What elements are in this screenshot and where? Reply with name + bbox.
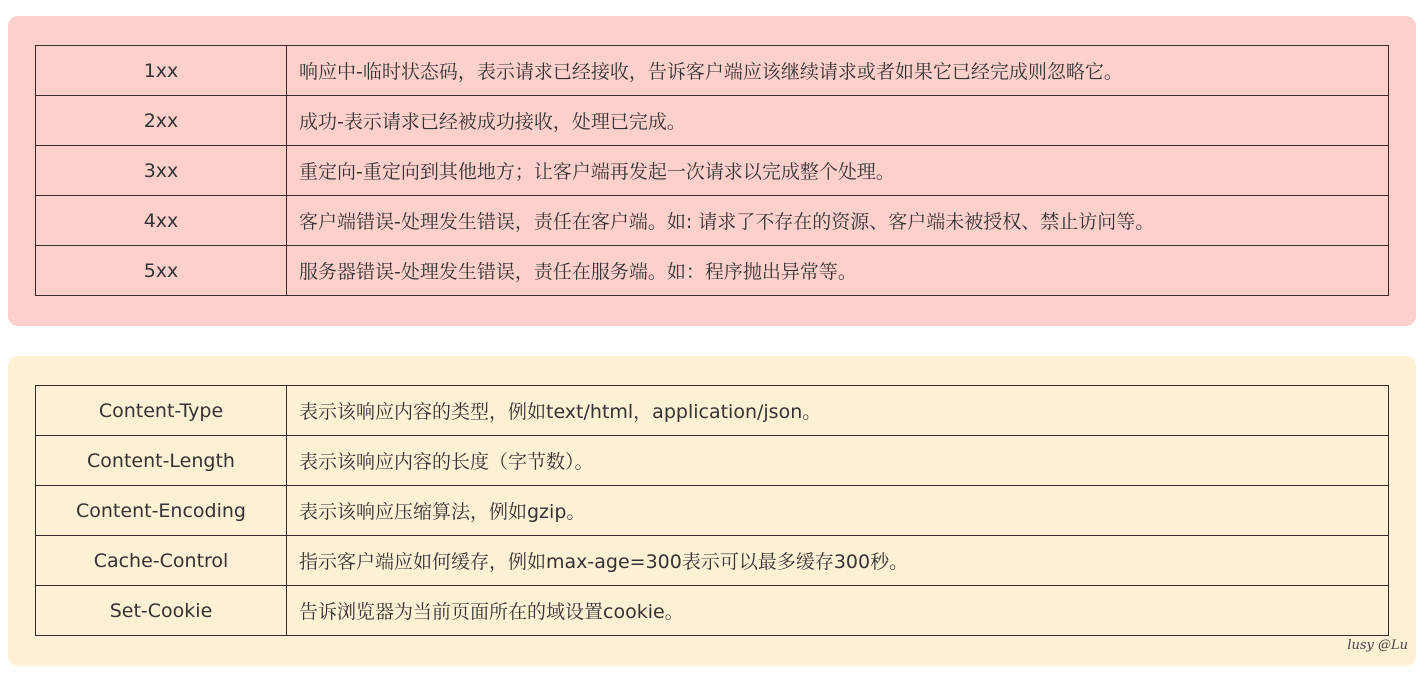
status-code-cell: 1xx (36, 46, 287, 96)
table-row (36, 586, 1389, 636)
header-name-cell: Content-Length (36, 436, 287, 486)
header-description-cell: 表示该响应内容的类型，例如text/html，application/json。 (287, 386, 1389, 436)
status-description-cell: 重定向-重定向到其他地方；让客户端再发起一次请求以完成整个处理。 (287, 146, 1389, 196)
status-code-cell: 3xx (36, 146, 287, 196)
status-codes-table (35, 45, 1389, 296)
response-headers-table (35, 385, 1389, 636)
status-code-cell: 2xx (36, 96, 287, 146)
header-name-cell: Content-Encoding (36, 486, 287, 536)
header-description-cell: 表示该响应内容的长度（字节数）。 (287, 436, 1389, 486)
header-description-cell: 指示客户端应如何缓存，例如max-age=300表示可以最多缓存300秒。 (287, 536, 1389, 586)
header-name-cell: Set-Cookie (36, 586, 287, 636)
table-row (36, 146, 1389, 196)
table-row (36, 96, 1389, 146)
table-row (36, 486, 1389, 536)
status-description-cell: 客户端错误-处理发生错误，责任在客户端。如: 请求了不存在的资源、客户端未被授权、禁止访问等。 (287, 196, 1389, 246)
header-description-cell: 告诉浏览器为当前页面所在的域设置cookie。 (287, 586, 1389, 636)
status-description-cell: 成功-表示请求已经被成功接收，处理已完成。 (287, 96, 1389, 146)
table-row (36, 386, 1389, 436)
status-description-cell: 响应中-临时状态码，表示请求已经接收，告诉客户端应该继续请求或者如果它已经完成则忽略它。 (287, 46, 1389, 96)
table-row (36, 46, 1389, 96)
header-description-cell: 表示该响应压缩算法，例如gzip。 (287, 486, 1389, 536)
status-description-cell: 服务器错误-处理发生错误，责任在服务端。如：程序抛出异常等。 (287, 246, 1389, 296)
status-codes-card (8, 16, 1416, 326)
table-row (36, 536, 1389, 586)
table-row (36, 436, 1389, 486)
header-name-cell: Content-Type (36, 386, 287, 436)
table-row (36, 246, 1389, 296)
status-code-cell: 4xx (36, 196, 287, 246)
status-code-cell: 5xx (36, 246, 287, 296)
table-row (36, 196, 1389, 246)
watermark: lusy @Lu (1347, 638, 1408, 653)
header-name-cell: Cache-Control (36, 536, 287, 586)
response-headers-card (8, 356, 1416, 666)
